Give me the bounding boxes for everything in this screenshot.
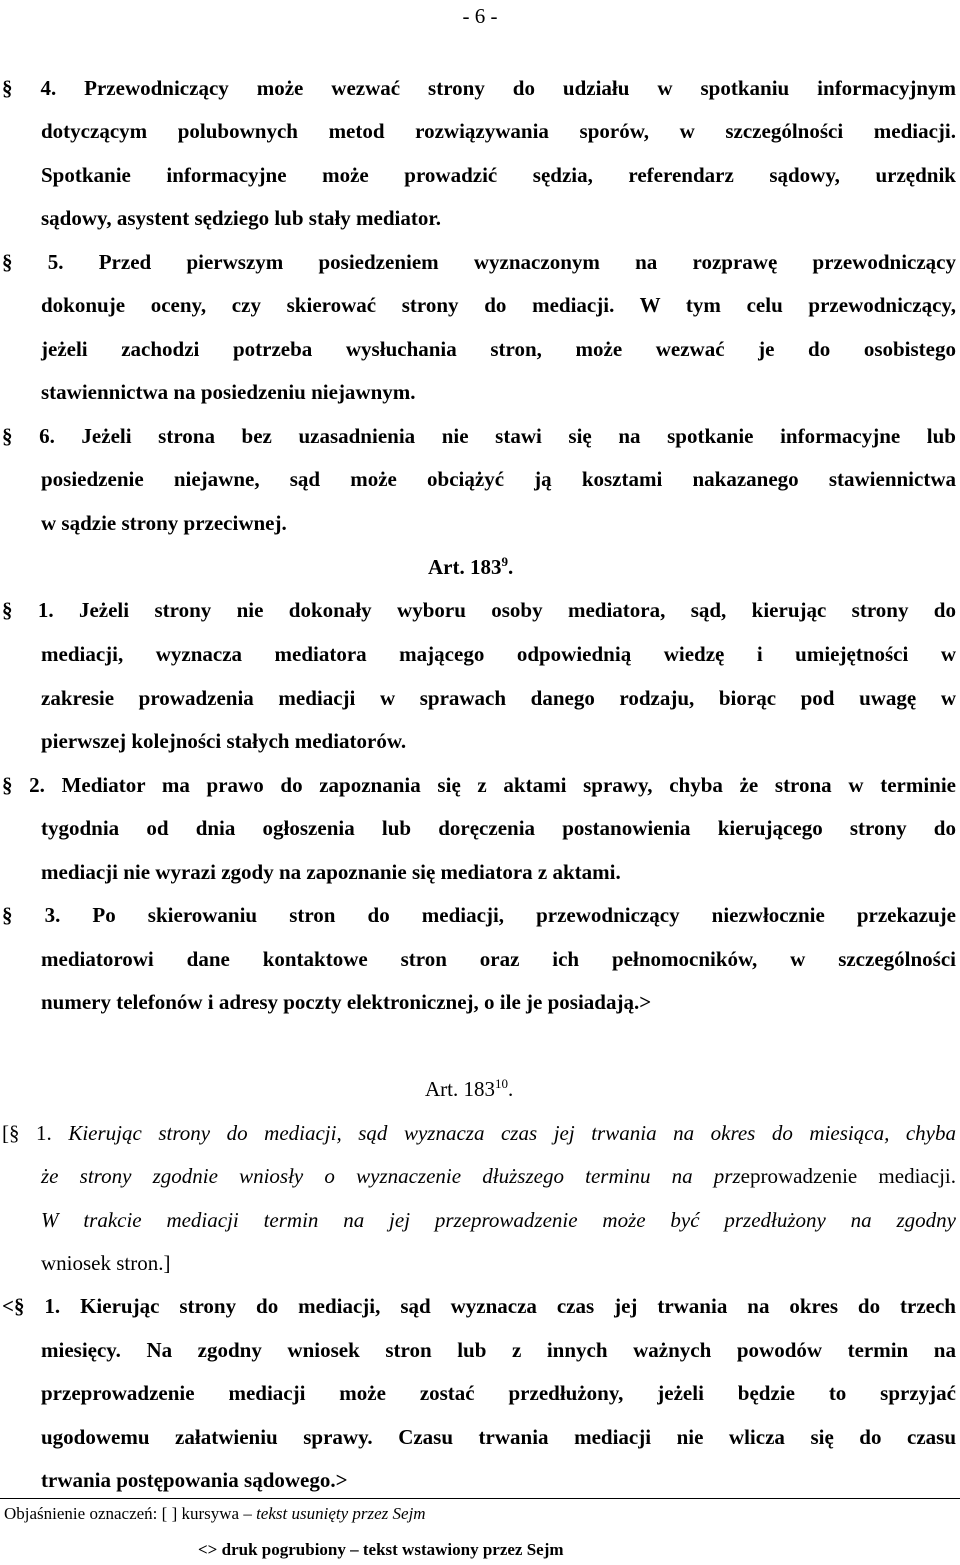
legend-line-2: <> druk pogrubiony – tekst wstawiony przez Sejm [198, 1540, 564, 1559]
paragraph-4-line-1: § 4. Przewodniczący może wezwać strony do udziału w spotkaniu informacyjnym [2, 76, 956, 100]
deleted-paragraph-line-4: wniosek stron.] [41, 1251, 171, 1275]
art9-paragraph-3-line-1: § 3. Po skierowaniu stron do mediacji, przewodniczący niezwłocznie przekazuje [2, 903, 956, 927]
art9-paragraph-1-line-1: § 1. Jeżeli strony nie dokonały wyboru osoby mediatora, sąd, kierując strony do [2, 598, 956, 622]
art9-paragraph-3-line-2: mediatorowi dane kontaktowe stron oraz ich pełnomocników, w szczególności [41, 947, 956, 971]
inserted-paragraph-line-3: przeprowadzenie mediacji może zostać przedłużony, jeżeli będzie to sprzyjać [41, 1381, 956, 1405]
article-heading-183-9: Art. $183^9$. [428, 554, 514, 579]
deleted-paragraph-line-2: że strony zgodnie wniosły o wyznaczenie dłuższego terminu na przeprowadzenie mediacji. [41, 1164, 956, 1188]
paragraph-6-line-3: w sądzie strony przeciwnej. [41, 511, 287, 535]
paragraph-5-line-2: dokonuje oceny, czy skierować strony do mediacji. W tym celu przewodniczący, [41, 293, 956, 317]
art9-paragraph-1-line-2: mediacji, wyznacza mediatora mającego odpowiednią wiedzę i umiejętności w [41, 642, 956, 666]
paragraph-4-line-3: Spotkanie informacyjne może prowadzić sędzia, referendarz sądowy, urzędnik [41, 163, 956, 187]
paragraph-6-line-1: § 6. Jeżeli strona bez uzasadnienia nie stawi się na spotkanie informacyjne lub [2, 424, 956, 448]
paragraph-5-line-3: jeżeli zachodzi potrzeba wysłuchania stron, może wezwać je do osobistego [41, 337, 956, 361]
paragraph-4-line-2: dotyczącym polubownych metod rozwiązywania sporów, w szczególności mediacji. [41, 119, 956, 143]
paragraph-5-line-1: § 5. Przed pierwszym posiedzeniem wyznaczonym na rozprawę przewodniczący [2, 250, 956, 274]
inserted-paragraph-line-5: trwania postępowania sądowego.> [41, 1468, 348, 1492]
legend-kursywa-marker: [ ] kursywa [161, 1504, 240, 1523]
legend-kursywa-desc: – tekst usunięty przez Sejm [243, 1504, 426, 1523]
paragraph-5-line-4: stawiennictwa na posiedzeniu niejawnym. [41, 380, 416, 404]
legend-label: Objaśnienie oznaczeń: [4, 1504, 158, 1523]
inserted-paragraph-line-1: <§ 1. Kierując strony do mediacji, sąd wyznacza czas jej trwania na okres do trzech [2, 1294, 956, 1318]
inserted-paragraph-line-4: ugodowemu załatwieniu sprawy. Czasu trwania mediacji nie wlicza się do czasu [41, 1425, 956, 1449]
art9-paragraph-2-line-3: mediacji nie wyrazi zgody na zapoznanie się mediatora z aktami. [41, 860, 621, 884]
legend-line-1 [4, 1502, 426, 1526]
art9-paragraph-2-line-2: tygodnia od dnia ogłoszenia lub doręczenia postanowienia kierującego strony do [41, 816, 956, 840]
paragraph-4-line-4: sądowy, asystent sędziego lub stały mediator. [41, 206, 441, 230]
article-heading-183-10: Art. $183^{10}$. [425, 1076, 514, 1101]
paragraph-6-line-2: posiedzenie niejawne, sąd może obciążyć ją kosztami nakazanego stawiennictwa [41, 467, 956, 491]
deleted-paragraph-line-3: W trakcie mediacji termin na jej przeprowadzenie może być przedłużony na zgodny [41, 1208, 956, 1232]
art9-paragraph-1-line-3: zakresie prowadzenia mediacji w sprawach danego rodzaju, biorąc pod uwagę w [41, 686, 956, 710]
art9-paragraph-1-line-4: pierwszej kolejności stałych mediatorów. [41, 729, 407, 753]
page-number: - 6 - [462, 4, 498, 28]
inserted-paragraph-line-2: miesięcy. Na zgodny wniosek stron lub z innych ważnych powodów termin na [41, 1338, 956, 1362]
legend-separator [0, 1498, 960, 1499]
art9-paragraph-2-line-1: § 2. Mediator ma prawo do zapoznania się z aktami sprawy, chyba że strona w terminie [2, 773, 956, 797]
deleted-paragraph-line-1: [§ 1. Kierując strony do mediacji, sąd wyznacza czas jej trwania na okres do miesiąca, chyba [2, 1121, 957, 1145]
art9-paragraph-3-line-3: numery telefonów i adresy poczty elektronicznej, o ile je posiadają.> [41, 990, 652, 1014]
